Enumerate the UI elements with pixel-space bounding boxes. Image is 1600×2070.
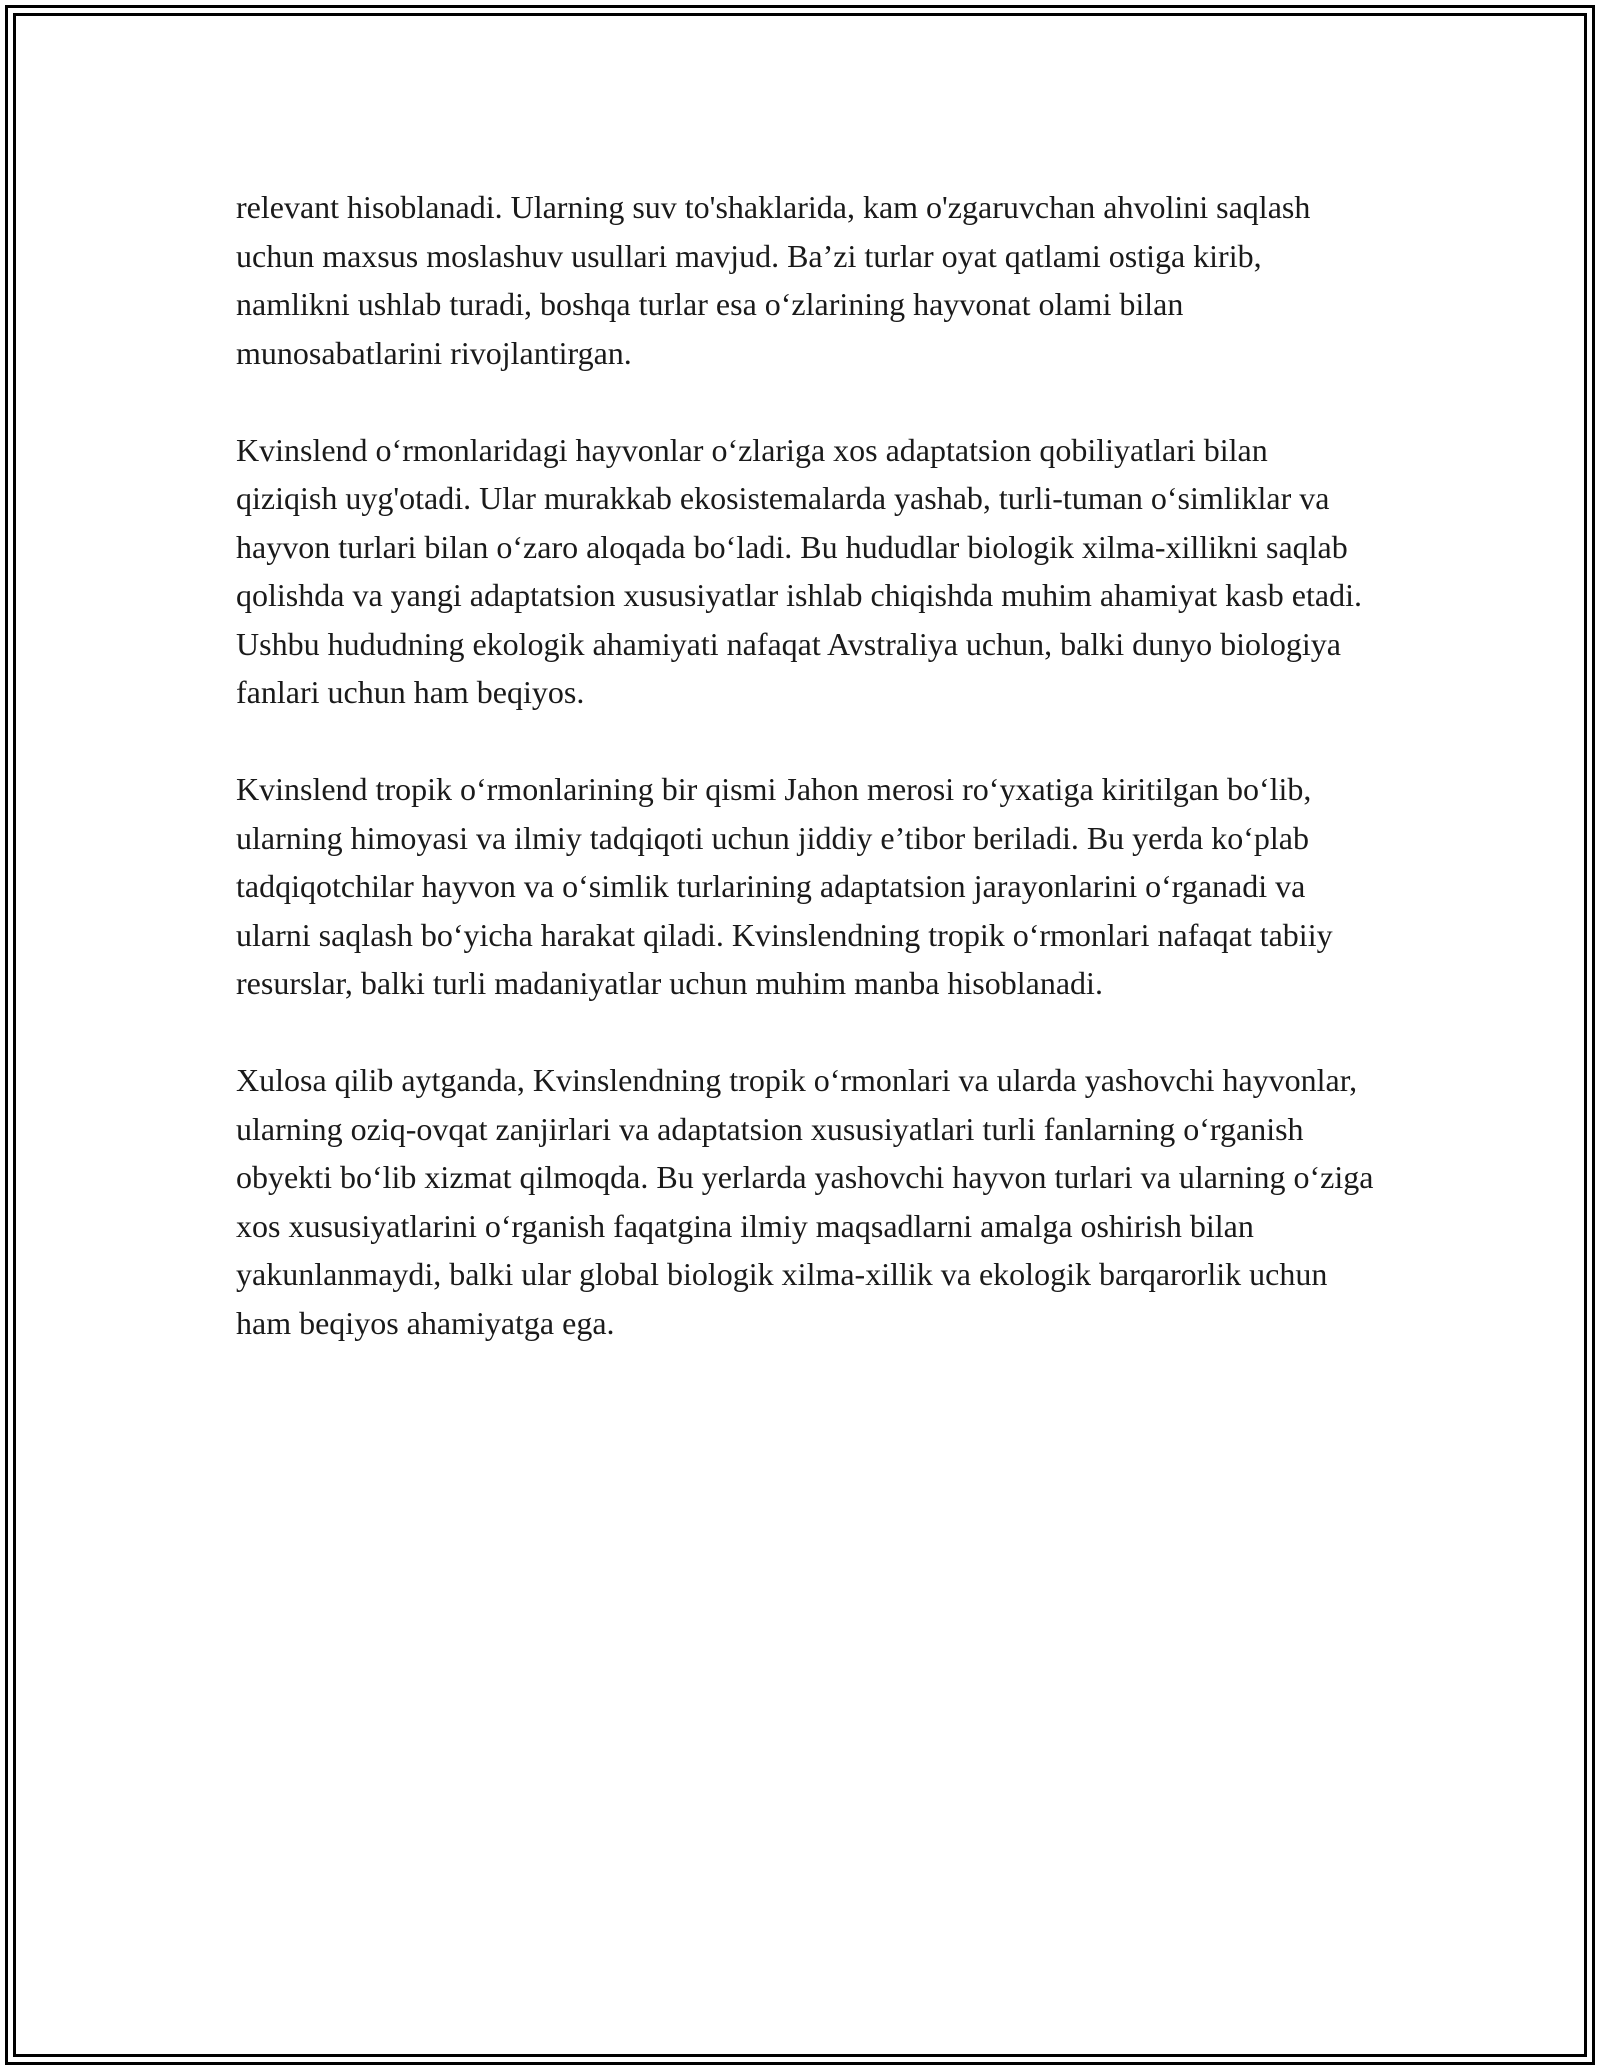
paragraph-3: Kvinslend tropik o‘rmonlarining bir qismi Jahon merosi ro‘yxatiga kiritilgan bo‘lib, ularning himoyasi va ilmiy tadqiqoti uchun jiddiy e’tibor beriladi. Bu yerda ko‘plab tadqiqotchilar hayvon va o‘simlik turlarining adaptatsion jarayonlarini o‘rganadi va ularni saqlash bo‘yicha harakat qiladi. Kvinslendning tropik o‘rmonlari nafaqat tabiiy resurslar, balki turli madaniyatlar uchun muhim manba hisoblanadi. [236,771,1333,1001]
document-body [236,183,1376,1396]
paragraph-2: Kvinslend o‘rmonlaridagi hayvonlar o‘zlariga xos adaptatsion qobiliyatlari bilan qiziqish uyg'otadi. Ular murakkab ekosistemalarda yashab, turli-tuman o‘simliklar va hayvon turlari bilan o‘zaro aloqada bo‘ladi. Bu hududlar biologik xilma-xillikni saqlab qolishda va yangi adaptatsion xususiyatlar ishlab chiqishda muhim ahamiyat kasb etadi. Ushbu hududning ekologik ahamiyati nafaqat Avstraliya uchun, balki dunyo biologiya fanlari uchun ham beqiyos. [236,431,1362,710]
paragraph-1: relevant hisoblanadi. Ularning suv to'shaklarida, kam o'zgaruvchan ahvolini saqlash uchun maxsus moslashuv usullari mavjud. Ba’zi turlar oyat qatlami ostiga kirib, namlikni ushlab turadi, boshqa turlar esa o‘zlarining hayvonat olami bilan munosabatlarini rivojlantirgan. [236,189,1311,371]
paragraph-4: Xulosa qilib aytganda, Kvinslendning tropik o‘rmonlari va ularda yashovchi hayvonlar, ularning oziq-ovqat zanjirlari va adaptatsion xususiyatlari turli fanlarning o‘rganish obyekti bo‘lib xizmat qilmoqda. Bu yerlarda yashovchi hayvon turlari va ularning o‘ziga xos xususiyatlarini o‘rganish faqatgina ilmiy maqsadlarni amalga oshirish bilan yakunlanmaydi, balki ular global biologik xilma-xillik va ekologik barqarorlik uchun ham beqiyos ahamiyatga ega. [236,1062,1374,1341]
